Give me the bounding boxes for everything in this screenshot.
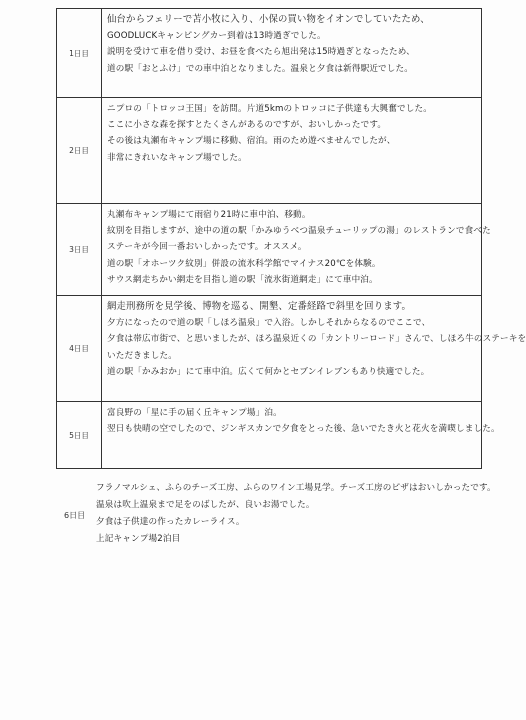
day-row-5 <box>57 402 482 469</box>
day-row-3 <box>57 204 482 296</box>
entry-line: サウス網走ちかい網走を目指し道の駅「流氷街道網走」にて車中泊。 <box>107 274 378 285</box>
day-label: 6日目 <box>64 511 86 520</box>
day-label: 1日目 <box>57 9 102 98</box>
entry-line: 翌日も快晴の空でしたので、ジンギスカンで夕食をとった後、急いでたき火と花火を満喫しました。 <box>107 424 500 435</box>
entry-line: いただきました。 <box>107 350 177 361</box>
entry-line: 夕食は子供達の作ったカレーライス。 <box>96 517 245 527</box>
entry-line: フラノマルシェ、ふらのチーズ工房、ふらのワイン工場見学。チーズ工房のピザはおいしかったです。 <box>96 483 496 493</box>
entry-line: 夕食は帯広市街で、と思いましたが、ほろ温泉近くの「カントリーロード」さんで、しほろ牛のステーキを <box>107 334 526 345</box>
entry-line: 道の駅「オホーツク紋別」併設の流氷科学館でマイナス20℃を体験。 <box>107 258 381 269</box>
day6-entry <box>96 480 496 548</box>
entry-line: 道の駅「かみおか」にて車中泊。広くて何かとセブンイレブンもあり快適でした。 <box>107 366 430 377</box>
entry-line: 説明を受けて車を借り受け、お昼を食べたら旭出発は15時過ぎとなったため、 <box>107 47 415 58</box>
day-label: 3日目 <box>57 204 102 296</box>
entry-line: 紋別を目指しますが、途中の道の駅「かみゆうべつ温泉チューリップの湯」のレストランで食べた <box>107 226 491 237</box>
entry-line: ニプロの「トロッコ王国」を訪問。片道5kmのトロッコに子供達も大興奮でした。 <box>107 104 432 114</box>
entry-line: 網走刑務所を見学後、博物を巡る、開墾、定番経路で斜里を回ります。 <box>107 301 412 312</box>
day-row-1 <box>57 9 482 98</box>
travel-diary-table <box>56 8 526 469</box>
entry-line: 非常にきれいなキャンプ場でした。 <box>107 152 247 163</box>
entry-line: 夕方になったので道の駅「しほろ温泉」で入浴。しかしそれからなるのでここで、 <box>107 318 431 329</box>
entry-line: 仙台からフェリーで苫小牧に入り、小保の買い物をイオンでしていたため、 <box>107 14 430 25</box>
entry-line: 道の駅「おとふけ」での車中泊となりました。温泉と夕食は新得駅近でした。 <box>107 63 414 74</box>
day-label: 4日目 <box>57 296 102 402</box>
entry-line: ステーキが今回一番おいしかったです。オススメ。 <box>107 242 307 253</box>
day-entry <box>102 9 482 98</box>
entry-line: 上記キャンプ場2泊目 <box>96 534 181 544</box>
day-entry <box>102 296 526 402</box>
day-label: 5日目 <box>57 402 102 469</box>
entry-line: 丸瀬布キャンプ場にて雨宿り21時に車中泊、移動。 <box>107 210 311 220</box>
entry-line: ここに小さな森を探すとたくさんがあるのですが、おいしかったです。 <box>107 120 387 131</box>
entry-line: 温泉は吹上温泉まで足をのばしたが、良いお湯でした。 <box>96 500 315 510</box>
entry-line: その後は丸瀬布キャンプ場に移動、宿泊。雨のため遊べませんでしたが、 <box>107 136 396 147</box>
entry-line: GOODLUCKキャンピングカー到着は13時過ぎでした。 <box>107 31 326 42</box>
day-row-4 <box>57 296 482 402</box>
entry-line: 富良野の「星に手の届く丘キャンプ場」泊。 <box>107 408 282 418</box>
day-entry <box>102 402 500 469</box>
day-entry <box>102 98 482 204</box>
day-label: 2日目 <box>57 98 102 204</box>
day-entry <box>102 204 491 296</box>
day-row-2 <box>57 98 482 204</box>
